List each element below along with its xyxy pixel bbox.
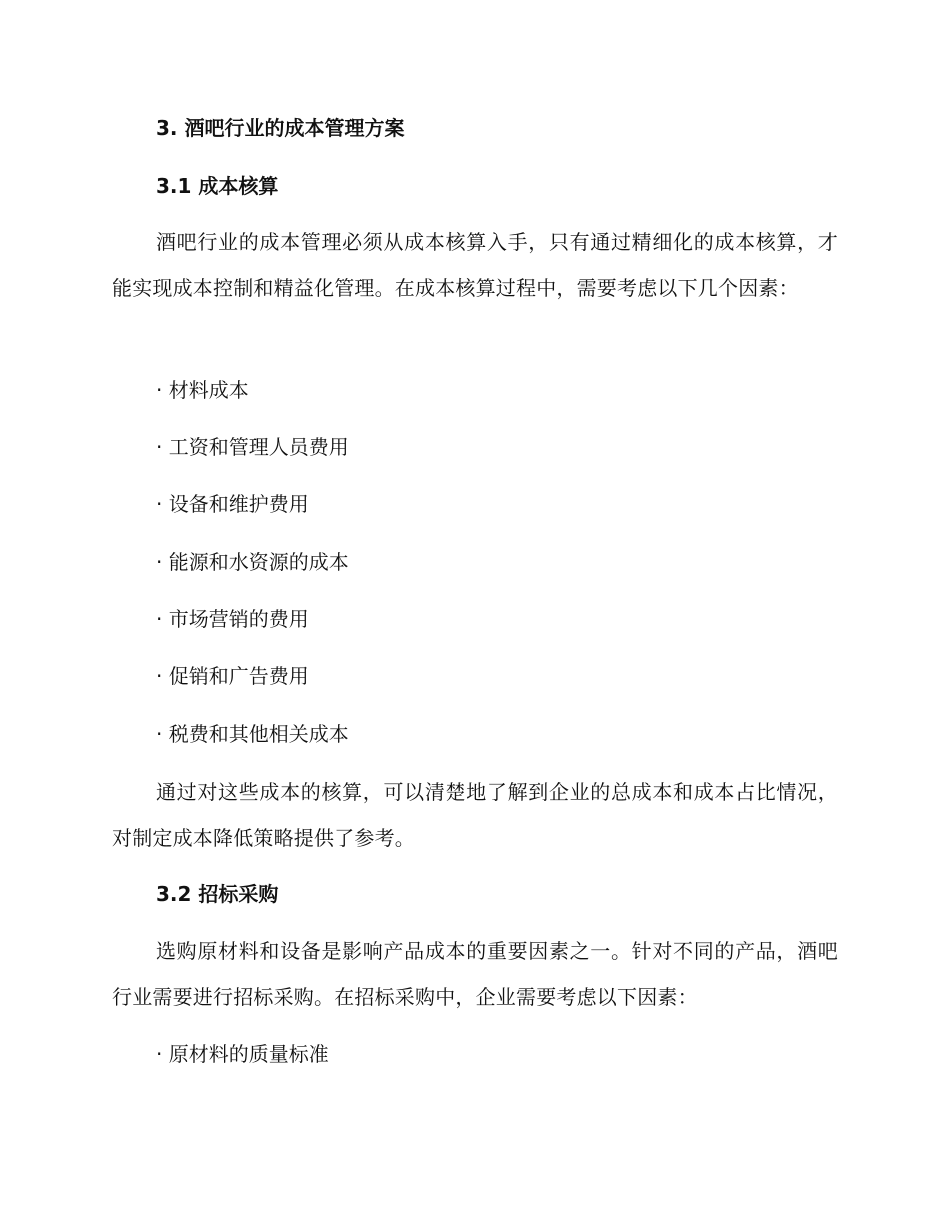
section-3-2-intro-paragraph: 选购原材料和设备是影响产品成本的重要因素之一。针对不同的产品，酒吧行业需要进行招标采购。在招标采购中，企业需要考虑以下因素： — [112, 939, 838, 1009]
section-3-1-heading: 3.1 成本核算 — [156, 174, 279, 198]
bullet-item: · 能源和水资源的成本 — [156, 550, 349, 574]
bullet-item: · 促销和广告费用 — [156, 664, 309, 688]
bullet-item: · 工资和管理人员费用 — [156, 435, 349, 459]
section-3-heading: 3. 酒吧行业的成本管理方案 — [156, 116, 405, 140]
bullet-item: · 原材料的质量标准 — [156, 1042, 329, 1066]
bullet-item: · 税费和其他相关成本 — [156, 722, 349, 746]
bullet-item: · 市场营销的费用 — [156, 607, 309, 631]
section-3-1-intro-paragraph: 酒吧行业的成本管理必须从成本核算入手，只有通过精细化的成本核算，才能实现成本控制和精益化管理。在成本核算过程中，需要考虑以下几个因素： — [112, 230, 838, 300]
section-3-1-conclusion-paragraph: 通过对这些成本的核算，可以清楚地了解到企业的总成本和成本占比情况，对制定成本降低策略提供了参考。 — [112, 780, 838, 850]
bullet-item: · 材料成本 — [156, 378, 249, 402]
bullet-item: · 设备和维护费用 — [156, 492, 309, 516]
section-3-2-heading: 3.2 招标采购 — [156, 882, 279, 906]
